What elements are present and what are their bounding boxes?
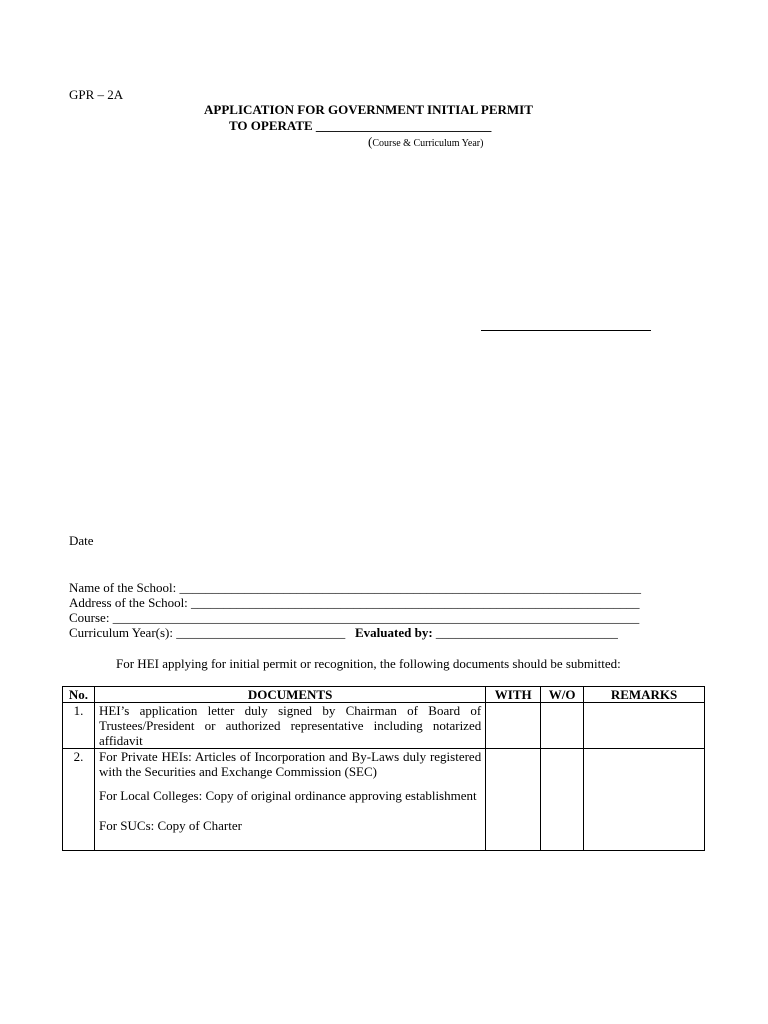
header-remarks: REMARKS (584, 687, 705, 703)
documents-table (62, 686, 705, 851)
row-number: 1. (63, 703, 95, 749)
remarks-cell[interactable] (584, 749, 705, 851)
table-row (63, 703, 705, 749)
school-address-field[interactable]: Address of the School: _____________________________________________________________________ (69, 595, 640, 610)
document-text-local: For Local Colleges: Copy of original ordinance approving establishment (98, 788, 477, 803)
remarks-cell[interactable] (584, 703, 705, 749)
wo-cell[interactable] (541, 749, 584, 851)
curriculum-year-row (69, 625, 618, 640)
form-title-line-1: APPLICATION FOR GOVERNMENT INITIAL PERMIT (204, 102, 533, 117)
document-description (94, 749, 485, 851)
document-text-private: For Private HEIs: Articles of Incorporation and By-Laws duly registered with the Securities and Exchange Commission (SEC) (98, 749, 482, 779)
course-field[interactable]: Course: _________________________________________________________________________________ (69, 610, 640, 625)
with-cell[interactable] (486, 703, 541, 749)
signature-line[interactable] (481, 330, 651, 331)
curriculum-year-field[interactable]: Curriculum Year(s): __________________________ (69, 625, 346, 640)
table-row (63, 749, 705, 851)
document-text: HEI’s application letter duly signed by Chairman of Board of Trustees/President or authorized representative including notarized affidavit (98, 703, 482, 748)
school-name-field[interactable]: Name of the School: _______________________________________________________________________ (69, 580, 641, 595)
header-with: WITH (486, 687, 541, 703)
form-code: GPR – 2A (69, 87, 124, 102)
evaluated-by-label: Evaluated by: (355, 625, 433, 640)
header-wo: W/O (541, 687, 584, 703)
form-title-line-2: TO OPERATE ___________________________ (229, 118, 492, 133)
with-cell[interactable] (486, 749, 541, 851)
table-header-row (63, 687, 705, 703)
note-text: Course & Curriculum Year) (372, 138, 484, 149)
row-number: 2. (63, 749, 95, 851)
course-curriculum-note (368, 134, 483, 150)
header-no: No. (63, 687, 95, 703)
note-open-paren: ( (368, 134, 373, 149)
header-documents: DOCUMENTS (94, 687, 485, 703)
document-text-suc: For SUCs: Copy of Charter (98, 818, 242, 833)
instruction-text: For HEI applying for initial permit or recognition, the following documents should be submitted: (116, 656, 621, 671)
wo-cell[interactable] (541, 703, 584, 749)
date-label: Date (69, 533, 94, 548)
evaluated-by-field[interactable]: ____________________________ (432, 625, 618, 640)
document-description (94, 703, 485, 749)
